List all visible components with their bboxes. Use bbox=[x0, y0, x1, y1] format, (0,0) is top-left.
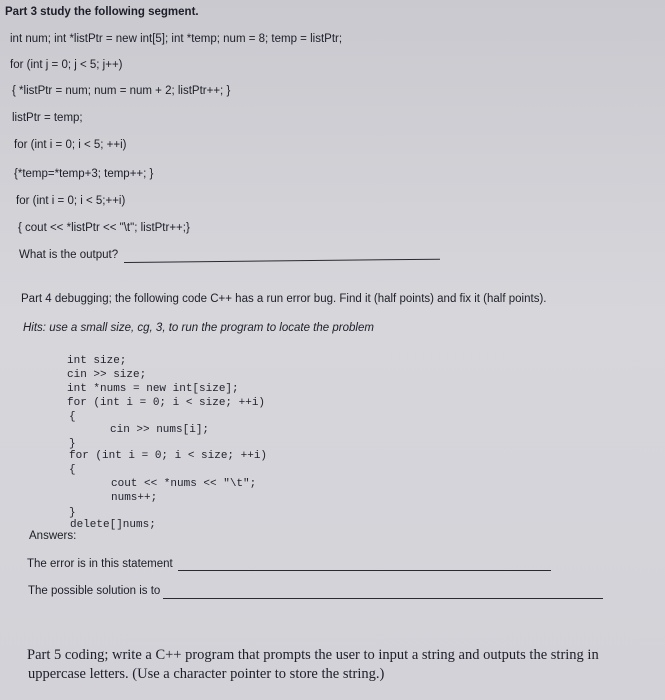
code-line-9: { bbox=[69, 464, 76, 476]
part5-line-2: uppercase letters. (Use a character pointer to store the string.) bbox=[28, 666, 385, 682]
code-line-2: cin >> size; bbox=[67, 369, 147, 381]
code-line-11: nums++; bbox=[111, 492, 158, 504]
part3-line-6: {*temp=*temp+3; temp++; } bbox=[14, 168, 154, 180]
code-line-8: for (int i = 0; i < size; ++i) bbox=[69, 450, 268, 462]
code-line-6: cin >> nums[i]; bbox=[110, 424, 210, 436]
code-line-13: delete[]nums; bbox=[70, 519, 156, 531]
part4-hint: Hits: use a small size, cg, 3, to run the program to locate the problem bbox=[23, 322, 374, 334]
part3-line-4: listPtr = temp; bbox=[12, 112, 83, 124]
error-label: The error is in this statement bbox=[27, 558, 173, 570]
solution-answer-line bbox=[163, 598, 603, 599]
output-answer-line bbox=[124, 259, 440, 263]
part3-line-1: int num; int *listPtr = new int[5]; int *temp; num = 8; temp = listPtr; bbox=[10, 33, 343, 45]
part3-line-3: { *listPtr = num; num = num + 2; listPtr++; } bbox=[12, 85, 231, 97]
code-line-5: { bbox=[69, 411, 76, 423]
code-line-12: } bbox=[69, 507, 76, 519]
part3-line-8: { cout << *listPtr << "\t"; listPtr++;} bbox=[18, 222, 190, 234]
part3-line-7: for (int i = 0; i < 5;++i) bbox=[16, 195, 126, 207]
code-line-4: for (int i = 0; i < size; ++i) bbox=[67, 397, 266, 409]
part3-title: Part 3 study the following segment. bbox=[5, 6, 199, 18]
part5-line-1: Part 5 coding; write a C++ program that prompts the user to input a string and outputs the string in bbox=[27, 647, 599, 663]
answers-label: Answers: bbox=[29, 530, 77, 542]
error-answer-line bbox=[178, 570, 551, 571]
code-line-10: cout << *nums << "\t"; bbox=[111, 478, 257, 490]
solution-label: The possible solution is to bbox=[28, 585, 161, 597]
part3-line-2: for (int j = 0; j < 5; j++) bbox=[10, 59, 123, 71]
code-line-3: int *nums = new int[size]; bbox=[67, 383, 239, 395]
part3-line-5: for (int i = 0; i < 5; ++i) bbox=[14, 139, 127, 151]
code-line-1: int size; bbox=[67, 355, 127, 367]
code-line-7: } bbox=[69, 438, 76, 450]
part4-title: Part 4 debugging; the following code C++ has a run error bug. Find it (half points) and fix it (half points). bbox=[21, 293, 547, 305]
part3-question: What is the output? bbox=[19, 249, 119, 261]
